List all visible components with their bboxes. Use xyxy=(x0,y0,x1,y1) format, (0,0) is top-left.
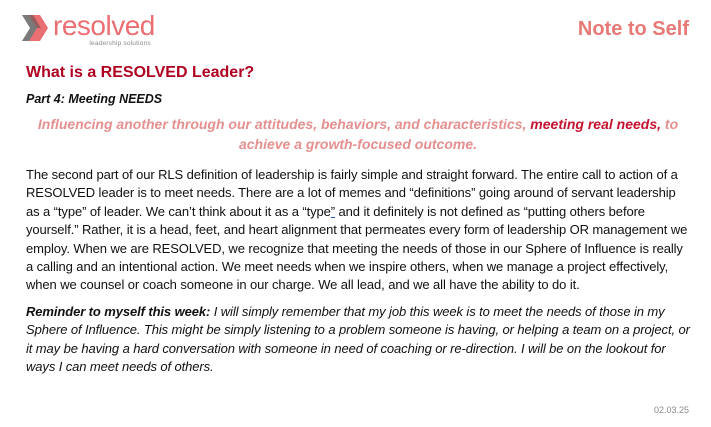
reminder-lead: Reminder to myself this week: xyxy=(26,303,211,319)
document-body xyxy=(26,62,690,376)
body-text-part-1: The second part of our RLS definition of leadership is fairly simple and straight forward. The entire call to action of a RESOLVED leader is to meet needs. There are a lot of memes and “definitions” going around of servant leadership as a “type” of leader. We can’t think about it as a “type xyxy=(26,167,678,219)
logo-text xyxy=(53,12,155,47)
body-text-part-2: and it definitely is not defined as “putting others before yourself.” Rather, it is a head, feet, and heart alignment that permeates every form of leadership OR management we employ. When we are RESOLVED, we recognize that meeting the needs of those in our Sphere of Influence is really a calling and an intentional action. We meet needs when we inspire others, when we manage a project effectively, when we counsel or coach someone in our charge. We all lead, and we all have the ability to do it. xyxy=(26,203,688,293)
part-heading: Part 4: Meeting NEEDS xyxy=(26,92,163,106)
body-paragraph xyxy=(26,166,690,295)
note-title: Note to Self xyxy=(577,18,689,40)
quote-after: to achieve a growth-focused outcome. xyxy=(238,116,679,152)
document-date: 02.03.25 xyxy=(653,405,689,415)
reminder-text: I will simply remember that my job this week is to meet the needs of those in my Sphere of Influence. This might be simply listening to a problem someone is having, or helping a team on a project, or it may be having a hard conversation with someone in need of coaching or re-direction. I will be on the lookout for ways I can meet needs of others. xyxy=(26,303,690,375)
body-underlined-mark: ” xyxy=(330,203,336,219)
logo-wordmark: resolved xyxy=(53,10,155,41)
resolved-logo-mark-icon xyxy=(20,12,50,44)
main-heading: What is a RESOLVED Leader? xyxy=(26,64,255,81)
quote-before: Influencing another through our attitudes, behaviors, and characteristics, xyxy=(37,116,531,132)
reminder-paragraph xyxy=(26,303,690,377)
quote-highlight: meeting real needs, xyxy=(530,116,662,132)
header xyxy=(0,0,711,60)
definition-quote xyxy=(26,114,690,154)
company-logo xyxy=(20,12,155,48)
logo-tagline: leadership solutions xyxy=(89,40,151,47)
